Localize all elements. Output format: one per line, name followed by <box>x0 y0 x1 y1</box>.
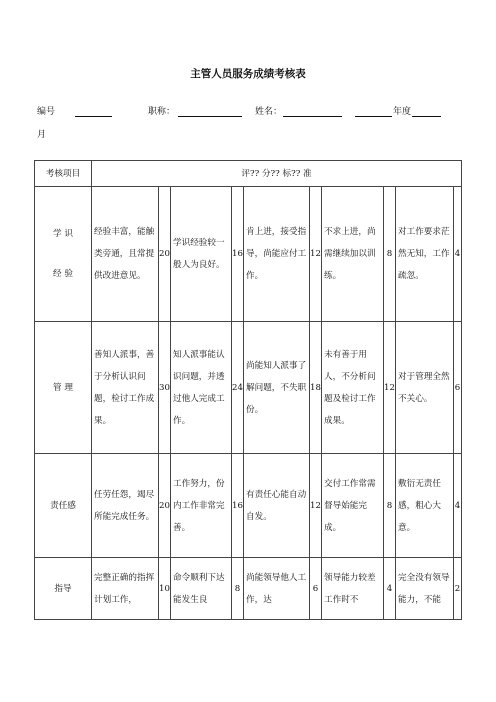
level-text: 领导能力较差工作时不 <box>322 558 384 620</box>
position-field[interactable] <box>178 116 242 117</box>
level-text: 工作努力，份内工作非常完善。 <box>171 454 232 558</box>
level-score: 2 <box>454 558 462 620</box>
year-label: 年度 <box>393 107 412 117</box>
header-item: 考核项目 <box>35 161 92 187</box>
level-score: 8 <box>384 454 396 558</box>
level-score: 4 <box>384 558 396 620</box>
level-score: 10 <box>159 558 171 620</box>
table-row <box>35 187 462 322</box>
level-text: 敷衍无责任感，粗心大意。 <box>396 454 454 558</box>
table-row <box>35 454 462 558</box>
level-score: 8 <box>232 558 244 620</box>
row-item: 管 理 <box>35 322 92 454</box>
level-score: 12 <box>384 322 396 454</box>
level-score: 6 <box>454 322 462 454</box>
level-score: 16 <box>232 187 244 322</box>
level-text: 不求上进，尚需继续加以训练。 <box>322 187 384 322</box>
year-field[interactable] <box>355 116 392 117</box>
header-criteria: 评?? 分?? 标?? 准 <box>92 161 462 187</box>
level-text: 善知人派事，善于分析认识问题，检讨工作成果。 <box>92 322 159 454</box>
level-score: 12 <box>310 454 322 558</box>
level-score: 8 <box>384 187 396 322</box>
level-score: 24 <box>232 322 244 454</box>
level-score: 30 <box>159 322 171 454</box>
table-header-row <box>35 161 462 187</box>
name-label: 姓名： <box>255 107 283 117</box>
level-score: 4 <box>454 454 462 558</box>
row-item: 学 识 经 验 <box>35 187 92 322</box>
number-label: 编号 <box>37 107 56 117</box>
level-text: 对工作要求茫然无知，工作疏忽。 <box>396 187 454 322</box>
page-title: 主管人员服务成绩考核表 <box>190 68 306 80</box>
level-score: 12 <box>310 187 322 322</box>
level-text: 命令顺利下达能发生良 <box>171 558 232 620</box>
level-score: 4 <box>454 187 462 322</box>
level-text: 经验丰富，能触类旁通，且常提供改进意见。 <box>92 187 159 322</box>
level-score: 20 <box>159 187 171 322</box>
evaluation-table <box>34 160 462 620</box>
level-text: 完整正确的指挥计划工作， <box>92 558 159 620</box>
level-text: 知人派事能认识问题，并透过他人完成工作。 <box>171 322 232 454</box>
year-field-2[interactable] <box>412 116 441 117</box>
name-field[interactable] <box>283 116 342 117</box>
level-score: 6 <box>310 558 322 620</box>
level-text: 有责任心能自动自发。 <box>244 454 310 558</box>
level-text: 交付工作常需督导始能完成。 <box>322 454 384 558</box>
level-text: 任劳任怨，竭尽所能完成任务。 <box>92 454 159 558</box>
row-item: 责任感 <box>35 454 92 558</box>
level-text: 尚能知人派事了解问题，不失职份。 <box>244 322 310 454</box>
level-score: 20 <box>159 454 171 558</box>
level-text: 学识经验较一般人为良好。 <box>171 187 232 322</box>
number-field[interactable] <box>75 116 112 117</box>
level-text: 尚能领导他人工作，达 <box>244 558 310 620</box>
table-row <box>35 322 462 454</box>
row-item: 指导 <box>35 558 92 620</box>
month-label: 月 <box>37 130 47 140</box>
level-text: 对于管理全然不关心。 <box>396 322 454 454</box>
level-text: 肯上进，接受指导，尚能应付工作。 <box>244 187 310 322</box>
table-row <box>35 558 462 620</box>
position-label: 职称： <box>148 107 176 117</box>
level-text: 完全没有领导能力，不能 <box>396 558 454 620</box>
level-score: 16 <box>232 454 244 558</box>
level-score: 18 <box>310 322 322 454</box>
level-text: 未有善于用人，不分析问题及检讨工作成果。 <box>322 322 384 454</box>
